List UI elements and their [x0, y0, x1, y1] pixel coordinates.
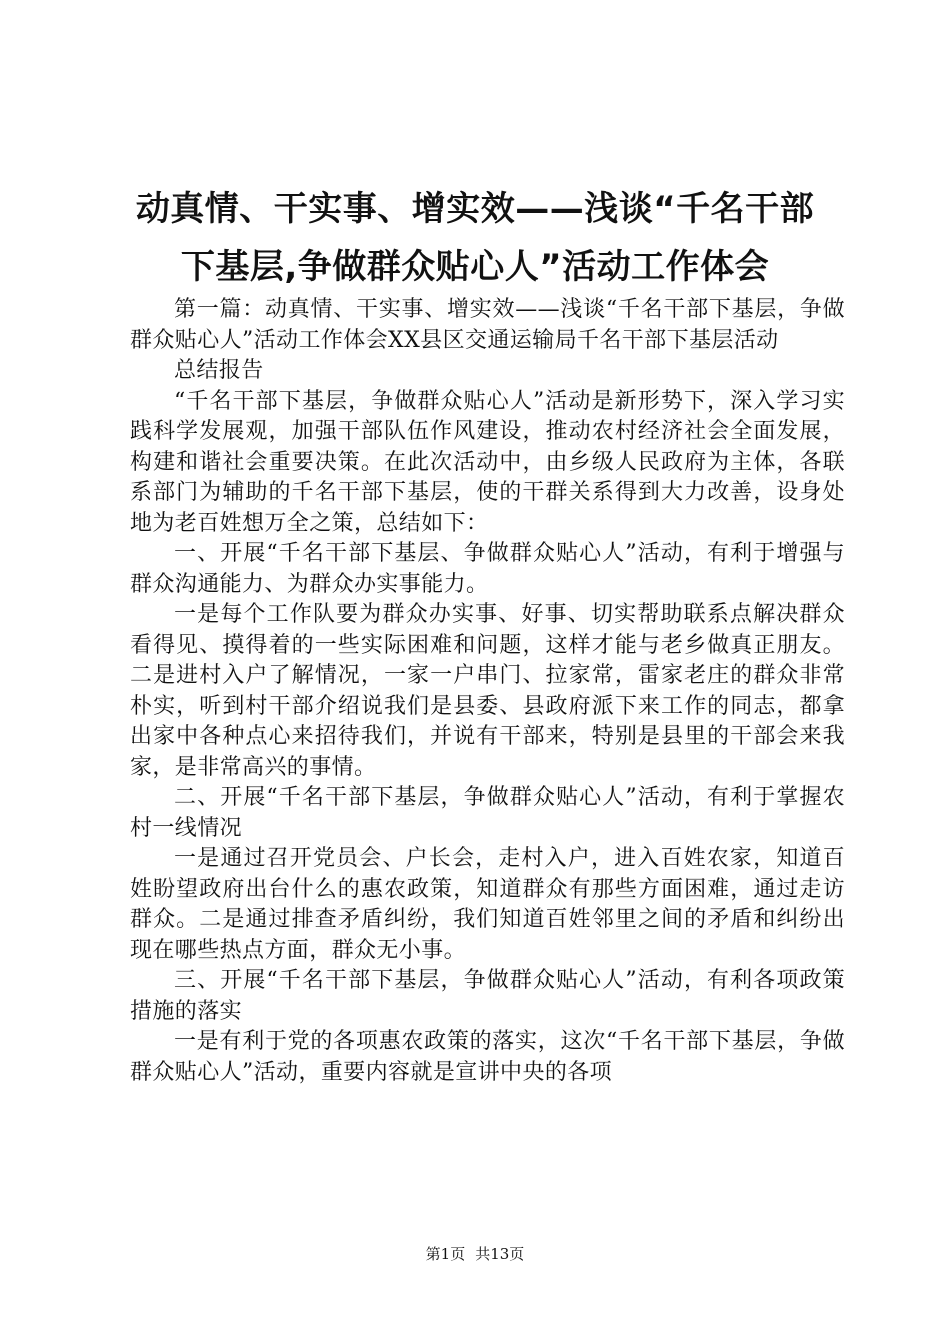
page-total: 共13页	[475, 1245, 525, 1263]
title-line-2: 下基层,争做群众贴心人”活动工作体会	[180, 247, 770, 287]
title-line-1: 动真情、干实事、增实效——浅谈“千名干部	[135, 189, 815, 229]
page-footer	[0, 1244, 950, 1264]
paragraph: 一是通过召开党员会、户长会，走村入户，进入百姓农家，知道百姓盼望政府出台什么的惠农政策，知道群众有那些方面困难，通过走访群众。二是通过排查矛盾纠纷，我们知道百姓邻里之间的矛盾和纠纷出现在哪些热点方面，群众无小事。	[130, 846, 845, 963]
paragraph: 一是有利于党的各项惠农政策的落实，这次“千名干部下基层，争做群众贴心人”活动，重要内容就是宣讲中央的各项	[130, 1029, 845, 1085]
paragraph: 一是每个工作队要为群众办实事、好事、切实帮助联系点解决群众看得见、摸得着的一些实际困难和问题，这样才能与老乡做真正朋友。二是进村入户了解情况，一家一户串门、拉家常，雷家老庄的群众非常朴实，听到村干部介绍说我们是县委、县政府派下来工作的同志，都拿出家中各种点心来招待我们，并说有干部来，特别是县里的干部会来我家，是非常高兴的事情。	[130, 602, 845, 780]
paragraph: “千名干部下基层，争做群众贴心人”活动是新形势下，深入学习实践科学发展观，加强干部队伍作风建设，推动农村经济社会全面发展，构建和谐社会重要决策。在此次活动中，由乡级人民政府为主体，各联系部门为辅助的千名干部下基层，使的干群关系得到大力改善，设身处地为老百姓想万全之策，总结如下：	[130, 388, 845, 536]
paragraph: 总结报告	[174, 358, 264, 383]
document-title	[110, 180, 840, 296]
paragraph: 二、开展“千名干部下基层，争做群众贴心人”活动，有利于掌握农村一线情况	[130, 785, 845, 841]
page-number: 第1页	[425, 1245, 466, 1263]
document-body	[130, 295, 845, 1088]
paragraph: 三、开展“千名干部下基层，争做群众贴心人”活动，有利各项政策措施的落实	[130, 968, 845, 1024]
paragraph: 第一篇：动真情、干实事、增实效——浅谈“千名干部下基层，争做群众贴心人”活动工作体会XX县区交通运输局千名干部下基层活动	[130, 297, 845, 353]
paragraph: 一、开展“千名干部下基层、争做群众贴心人”活动，有利于增强与群众沟通能力、为群众办实事能力。	[130, 541, 845, 597]
